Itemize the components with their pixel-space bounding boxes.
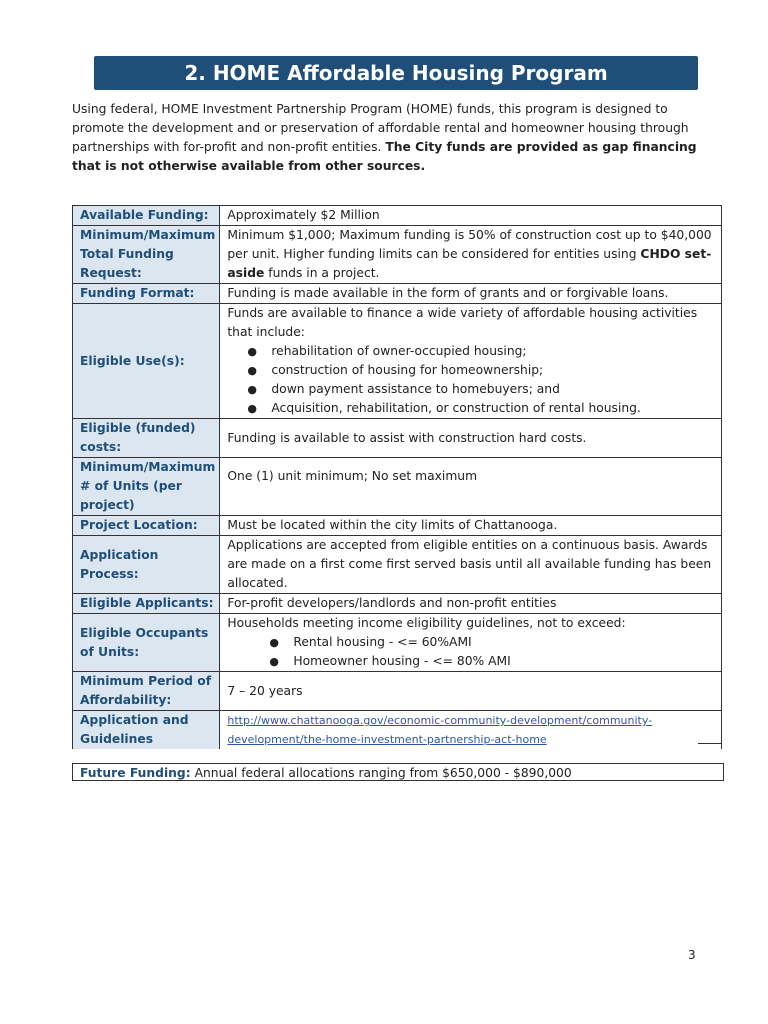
row-value <box>220 304 722 419</box>
row-value: Approximately $2 Million <box>220 206 722 226</box>
row-label: Eligible Use(s): <box>73 304 220 419</box>
intro-text: Using federal, HOME Investment Partnership Program (HOME) funds, this program is designed to promote the development and or preservation of affordable rental and homeowner housing through partnerships with for-profit and non-profit entities. <box>72 102 689 154</box>
future-funding-label: Future Funding: <box>80 766 191 780</box>
row-label: Minimum/Maximum # of Units (per project) <box>73 458 220 516</box>
row-value: 7 – 20 years <box>220 672 722 711</box>
row-value <box>220 711 722 750</box>
table-row <box>73 284 722 304</box>
table-row <box>73 516 722 536</box>
row-label: Application and Guidelines <box>73 711 220 750</box>
row-value: Funding is made available in the form of grants and or forgivable loans. <box>220 284 722 304</box>
row-value: Funding is available to assist with construction hard costs. <box>220 419 722 458</box>
uses-list <box>227 342 715 418</box>
table-row <box>73 536 722 594</box>
page-title: 2. HOME Affordable Housing Program <box>94 56 698 90</box>
row-label: Eligible Applicants: <box>73 594 220 614</box>
row-label: Eligible (funded) costs: <box>73 419 220 458</box>
value-bold-text: CHDO set-aside <box>227 247 712 280</box>
table-row <box>73 226 722 284</box>
table-row <box>73 711 722 750</box>
list-item: ● construction of housing for homeownership; <box>271 361 715 380</box>
table-row <box>73 672 722 711</box>
row-value: One (1) unit minimum; No set maximum <box>220 458 722 516</box>
list-item: ● Acquisition, rehabilitation, or construction of rental housing. <box>271 399 715 418</box>
table-row <box>73 458 722 516</box>
uses-intro: Funds are available to finance a wide variety of affordable housing activities that include: <box>227 306 698 339</box>
row-label: Application Process: <box>73 536 220 594</box>
intro-paragraph <box>72 100 702 176</box>
guidelines-link[interactable]: http://www.chattanooga.gov/economic-community-development/community-development/the-home-investment-partnership-act-home <box>227 714 653 746</box>
row-value <box>220 614 722 672</box>
row-label: Minimum Period of Affordability: <box>73 672 220 711</box>
list-item: ● Rental housing - <= 60%AMI <box>293 633 715 652</box>
row-label: Funding Format: <box>73 284 220 304</box>
row-value: For-profit developers/landlords and non-profit entities <box>220 594 722 614</box>
page-number: 3 <box>688 948 696 962</box>
value-text: Minimum $1,000; Maximum funding is 50% of construction cost up to $40,000 per unit. Higher funding limits can be considered for entities using <box>227 228 712 261</box>
table-divider <box>698 743 722 744</box>
list-item: ● rehabilitation of owner-occupied housing; <box>271 342 715 361</box>
row-value <box>220 226 722 284</box>
intro-bold-text: The City funds are provided as gap financing that is not otherwise available from other sources. <box>72 140 697 173</box>
table-row <box>73 304 722 419</box>
list-item: ● Homeowner housing - <= 80% AMI <box>293 652 715 671</box>
occupants-list <box>227 633 715 671</box>
value-text: funds in a project. <box>264 266 380 280</box>
table-row <box>73 419 722 458</box>
row-value: Must be located within the city limits of Chattanooga. <box>220 516 722 536</box>
row-label: Project Location: <box>73 516 220 536</box>
row-label: Eligible Occupants of Units: <box>73 614 220 672</box>
list-item: ● down payment assistance to homebuyers; and <box>271 380 715 399</box>
table-row <box>73 594 722 614</box>
occupants-intro: Households meeting income eligibility guidelines, not to exceed: <box>227 616 626 630</box>
future-funding-value: Annual federal allocations ranging from $650,000 - $890,000 <box>190 766 572 780</box>
program-details-table <box>72 205 722 749</box>
row-value: Applications are accepted from eligible entities on a continuous basis. Awards are made on a first come first served basis until all available funding has been allocated. <box>220 536 722 594</box>
table-row <box>73 614 722 672</box>
table-row <box>73 206 722 226</box>
row-label: Minimum/Maximum Total Funding Request: <box>73 226 220 284</box>
row-label: Available Funding: <box>73 206 220 226</box>
future-funding-box <box>72 763 724 781</box>
